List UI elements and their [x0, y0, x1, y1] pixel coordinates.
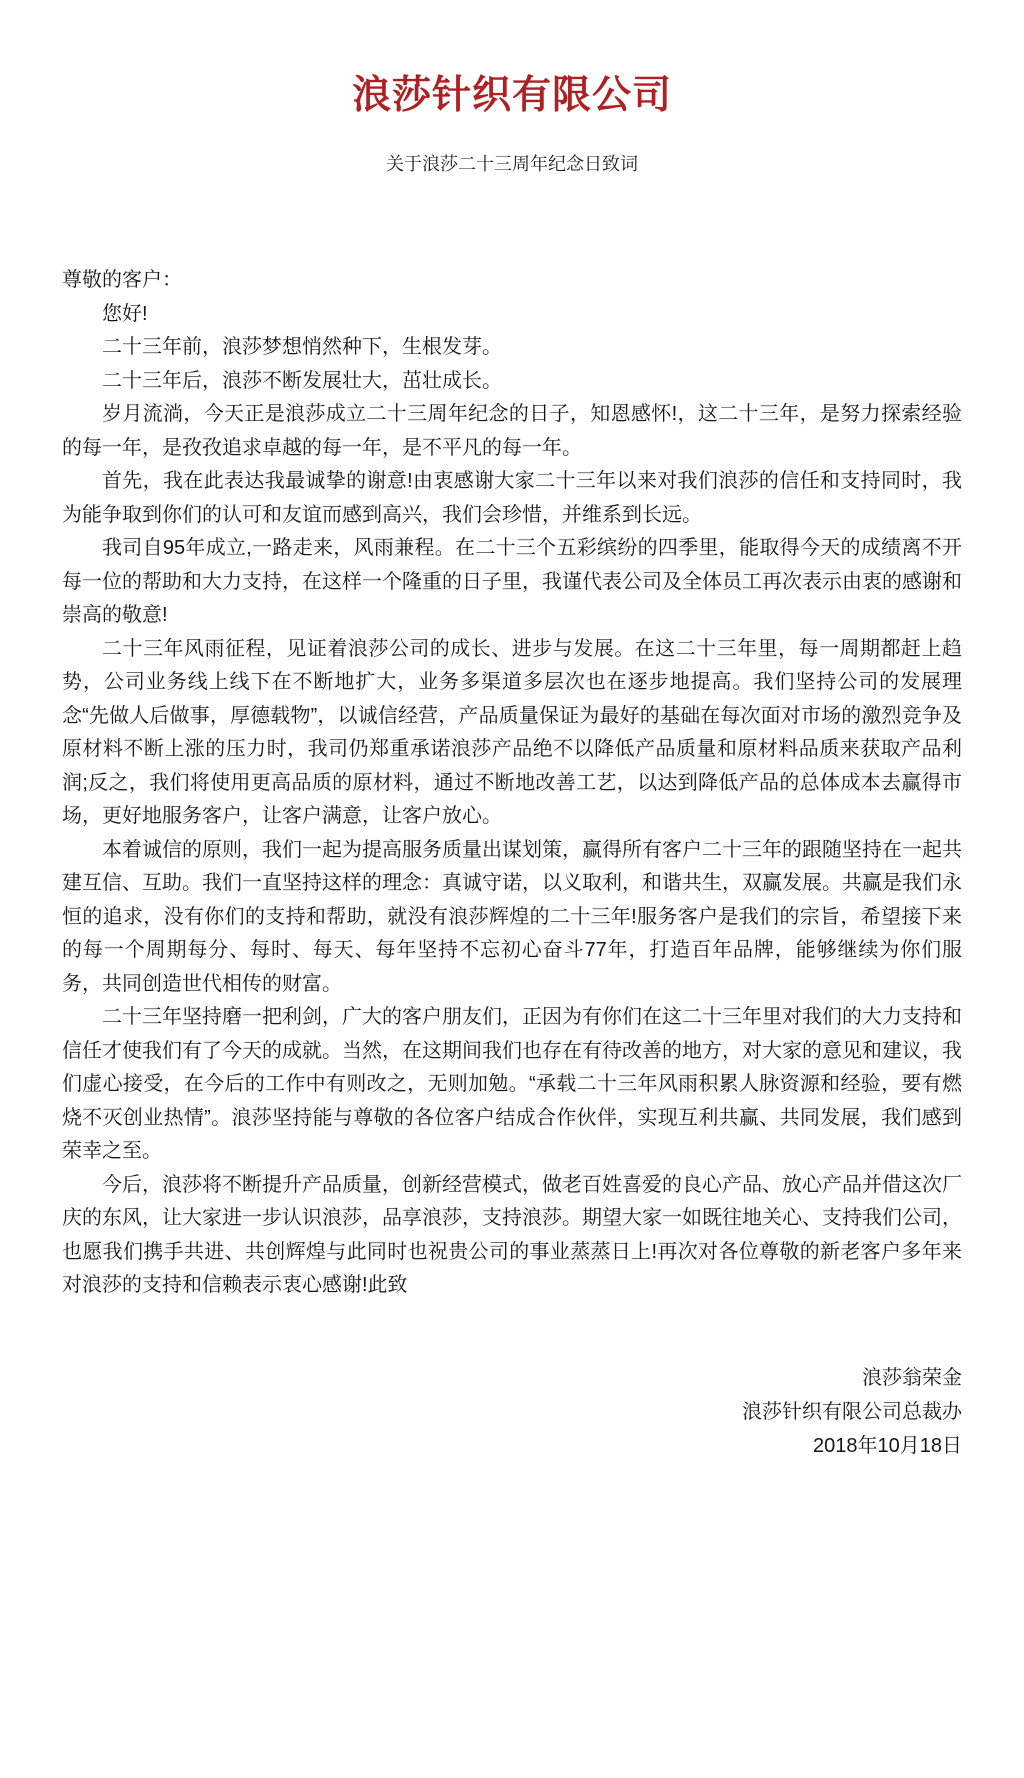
- letter-paragraph: 二十三年前，浪莎梦想悄然种下，生根发芽。: [102, 336, 502, 358]
- letter-paragraph: 我司自95年成立,一路走来，风雨兼程。在二十三个五彩缤纷的四季里，能取得今天的成绩离不开每一位的帮助和大力支持，在这样一个隆重的日子里，我谨代表公司及全体员工再次表示由衷的感谢和崇高的敬意!: [62, 537, 962, 626]
- letter-paragraph: 二十三年风雨征程，见证着浪莎公司的成长、进步与发展。在这二十三年里，每一周期都赶上趋势，公司业务线上线下在不断地扩大，业务多渠道多层次也在逐步地提高。我们坚持公司的发展理念“先做人后做事，厚德载物”，以诚信经营，产品质量保证为最好的基础在每次面对市场的激烈竞争及原材料不断上涨的压力时，我司仍郑重承诺浪莎产品绝不以降低产品质量和原材料品质来获取产品利润;反之，我们将使用更高品质的原材料，通过不断地改善工艺，以达到降低产品的总体成本去赢得市场，更好地服务客户，让客户满意，让客户放心。: [62, 637, 962, 827]
- signature-name: 浪莎翁荣金: [862, 1366, 962, 1389]
- letter-paragraph: 首先，我在此表达我最诚挚的谢意!由衷感谢大家二十三年以来对我们浪莎的信任和支持同时，我为能争取到你们的认可和友谊而感到高兴，我们会珍惜，并维系到长远。: [62, 470, 962, 526]
- letter-paragraph: 今后，浪莎将不断提升产品质量，创新经营模式，做老百姓喜爱的良心产品、放心产品并借这次厂庆的东风，让大家进一步认识浪莎，品享浪莎，支持浪莎。期望大家一如既往地关心、支持我们公司，也愿我们携手共进、共创辉煌与此同时也祝贵公司的事业蒸蒸日上!再次对各位尊敬的新老客户多年来对浪莎的支持和信赖表示衷心感谢!此致: [62, 1173, 962, 1296]
- signature-department: 浪莎针织有限公司总裁办: [742, 1400, 962, 1423]
- letter-body: [62, 264, 962, 1303]
- signature-block: [0, 1361, 962, 1463]
- letter-paragraph: 二十三年坚持磨一把利剑，广大的客户朋友们，正因为有你们在这二十三年里对我们的大力支持和信任才使我们有了今天的成就。当然，在这期间我们也存在有待改善的地方，对大家的意见和建议，我们虚心接受，在今后的工作中有则改之，无则加勉。“承载二十三年风雨积累人脉资源和经验，要有燃烧不灭创业热情”。浪莎坚持能与尊敬的各位客户结成合作伙伴，实现互利共赢、共同发展，我们感到荣幸之至。: [62, 1006, 962, 1162]
- letter-paragraph: 您好!: [102, 302, 148, 325]
- letter-greeting: 尊敬的客户：: [62, 269, 182, 291]
- page-title: 浪莎针织有限公司: [351, 74, 672, 117]
- signature-date: 2018年10月18日: [813, 1434, 962, 1457]
- letter-paragraph: 岁月流淌，今天正是浪莎成立二十三周年纪念的日子，知恩感怀!，这二十三年，是努力探索经验的每一年，是孜孜追求卓越的每一年，是不平凡的每一年。: [62, 403, 962, 459]
- document-subtitle: 关于浪莎二十三周年纪念日致词: [386, 154, 638, 174]
- letter-paragraph: 本着诚信的原则，我们一起为提高服务质量出谋划策，赢得所有客户二十三年的跟随坚持在一起共建互信、互助。我们一直坚持这样的理念：真诚守诺，以义取利，和谐共生，双赢发展。共赢是我们永恒的追求，没有你们的支持和帮助，就没有浪莎辉煌的二十三年!服务客户是我们的宗旨，希望接下来的每一个周期每分、每时、每天、每年坚持不忘初心奋斗77年，打造百年品牌，能够继续为你们服务，共同创造世代相传的财富。: [62, 838, 962, 995]
- letter-paragraph: 二十三年后，浪莎不断发展壮大，茁壮成长。: [102, 369, 502, 392]
